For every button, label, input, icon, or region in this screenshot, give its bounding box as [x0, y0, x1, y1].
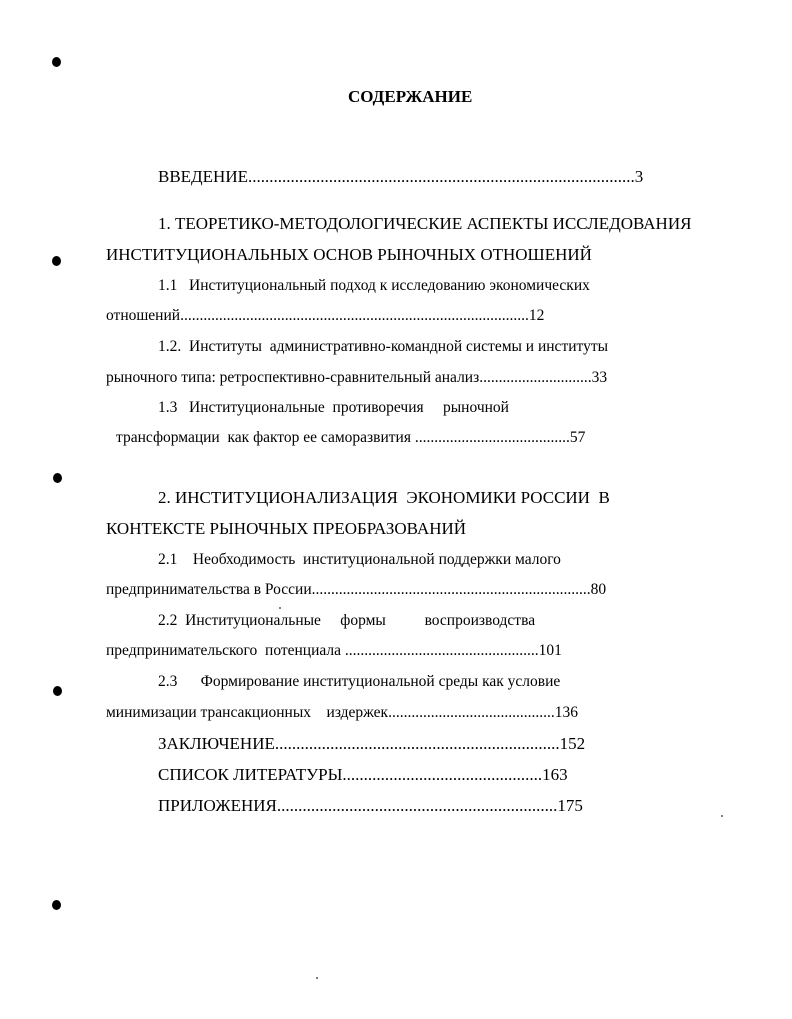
toc-section-1-1: 1.1 Институциональный подход к исследованию экономических — [158, 277, 590, 294]
toc-entry-conclusion: ЗАКЛЮЧЕНИЕ...................................................................152 — [158, 734, 586, 753]
toc-section-2-2: 2.2 Институциональные формы воспроизводства — [158, 612, 536, 629]
toc-section-1-2-cont: рыночного типа: ретроспективно-сравнительный анализ.............................33 — [106, 369, 608, 386]
toc-section-1-1-cont: отношений..........................................................................................12 — [106, 307, 545, 324]
toc-entry-introduction: ВВЕДЕНИЕ...........................................................................................3 — [158, 167, 644, 186]
scan-speck — [316, 977, 318, 979]
toc-chapter-1-heading-cont: ИНСТИТУЦИОНАЛЬНЫХ ОСНОВ РЫНОЧНЫХ ОТНОШЕНИЙ — [106, 245, 592, 264]
page-title: СОДЕРЖАНИЕ — [348, 87, 473, 106]
toc-chapter-1-heading: 1. ТЕОРЕТИКО-МЕТОДОЛОГИЧЕСКИЕ АСПЕКТЫ ИССЛЕДОВАНИЯ — [158, 214, 692, 233]
punch-mark — [52, 57, 61, 67]
toc-section-2-1-cont: предпринимательства в России........................................................................80 — [106, 581, 607, 598]
punch-mark — [53, 473, 62, 483]
scan-speck — [279, 607, 281, 609]
toc-section-1-3-cont: трансформации как фактор ее саморазвития ........................................57 — [116, 429, 586, 446]
toc-entry-bibliography: СПИСОК ЛИТЕРАТУРЫ...............................................163 — [158, 765, 568, 784]
toc-section-2-3-cont: минимизации трансакционных издержек...........................................136 — [106, 704, 578, 721]
scan-speck — [721, 815, 723, 817]
toc-chapter-2-heading-cont: КОНТЕКСТЕ РЫНОЧНЫХ ПРЕОБРАЗОВАНИЙ — [106, 519, 467, 538]
toc-entry-appendices: ПРИЛОЖЕНИЯ..................................................................175 — [158, 796, 583, 815]
toc-section-1-2: 1.2. Институты административно-командной системы и институты — [158, 338, 609, 355]
punch-mark — [52, 900, 61, 910]
toc-chapter-2-heading: 2. ИНСТИТУЦИОНАЛИЗАЦИЯ ЭКОНОМИКИ РОССИИ В — [158, 488, 610, 507]
toc-section-1-3: 1.3 Институциональные противоречия рыночной — [158, 399, 509, 416]
punch-mark — [53, 686, 62, 696]
punch-mark — [52, 256, 61, 266]
toc-section-2-1: 2.1 Необходимость институциональной поддержки малого — [158, 551, 561, 568]
toc-section-2-2-cont: предпринимательского потенциала ..................................................101 — [106, 642, 562, 659]
toc-section-2-3: 2.3 Формирование институциональной среды как условие — [158, 673, 561, 690]
